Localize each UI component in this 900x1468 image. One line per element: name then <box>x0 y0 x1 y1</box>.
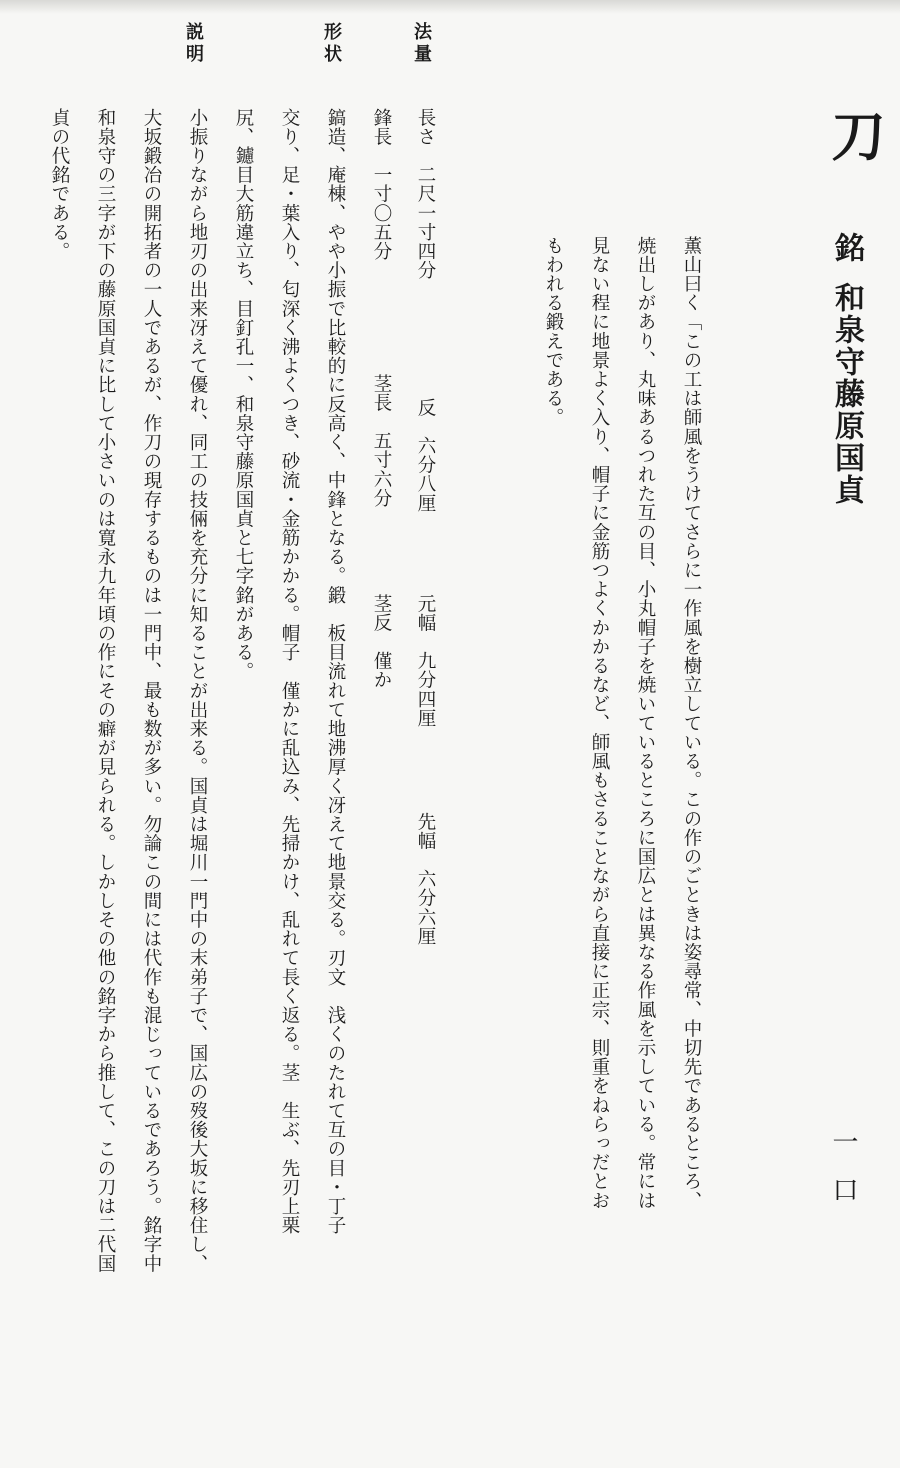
measure-nagasa: 長さ 二尺一寸四分 <box>415 108 436 280</box>
measure-sori: 反 六分八厘 <box>415 398 436 513</box>
measure-sakihaba: 先幅 六分六厘 <box>415 812 436 946</box>
measure-kissaki: 鋒長 一寸〇五分 <box>371 108 392 261</box>
measure-nakago: 茎長 五寸六分 <box>371 374 392 508</box>
page-title: 刀 <box>823 108 887 162</box>
measure-nakagosori: 茎反 僅か <box>371 594 392 690</box>
quote-line: 焼出しがあり、丸味あるつれた互の目、小丸帽子を焼いているところに国広とは異なる作風を示している。常には <box>635 236 656 1211</box>
scan-edge <box>0 0 900 14</box>
setsumei-line: 和泉守の三字が下の藤原国貞に比して小さいのは寛永九年頃の作にその癖が見られる。しかしその他の銘字から推して、この刀は二代国 <box>95 108 116 1274</box>
mei-inscription: 和泉守藤原国貞 <box>829 282 864 506</box>
keijou-line: 交り、足・葉入り、匂深く沸よくつき、砂流・金筋かかる。帽子 僅かに乱込み、先掃かけ、乱れて長く返る。茎 生ぶ、先刃上栗 <box>279 108 300 1235</box>
measure-motohaba: 元幅 九分四厘 <box>415 594 436 728</box>
section-label-keijou: 形状 <box>321 22 342 66</box>
setsumei-line: 貞の代銘である。 <box>49 108 70 261</box>
keijou-line: 尻、鑢目大筋違立ち、目釘孔一、和泉守藤原国貞と七字銘がある。 <box>233 108 254 681</box>
quote-line: 見ない程に地景よく入り、帽子に金筋つよくかかるなど、師風もさることながら直接に正宗、則重をねらっだとお <box>589 236 610 1211</box>
page-number: 一口 <box>828 1128 858 1224</box>
setsumei-line: 大坂鍛冶の開拓者の一人であるが、作刀の現存するものは一門中、最も数が多い。勿論この間には代作も混じっているであろう。銘字中 <box>141 108 162 1274</box>
section-label-setsumei: 説明 <box>183 22 204 66</box>
quote-line: もわれる鍛えである。 <box>543 236 564 427</box>
section-label-houryou: 法量 <box>411 22 432 66</box>
setsumei-line: 小振りながら地刃の出来冴えて優れ、同工の技倆を充分に知ることが出来る。国貞は堀川一門中の末弟子で、国広の歿後大坂に移住し、 <box>187 108 208 1274</box>
keijou-line: 鎬造、庵棟、やや小振で比較的に反高く、中鋒となる。鍛 板目流れて地沸厚く冴えて地景交る。刃文 浅くのたれて互の目・丁子 <box>325 108 346 1235</box>
mei-label: 銘 <box>829 232 864 262</box>
quote-line: 薫山曰く「この工は師風をうけてさらに一作風を樹立している。この作のごときは姿尋常、中切先であるところ、 <box>681 236 702 1211</box>
